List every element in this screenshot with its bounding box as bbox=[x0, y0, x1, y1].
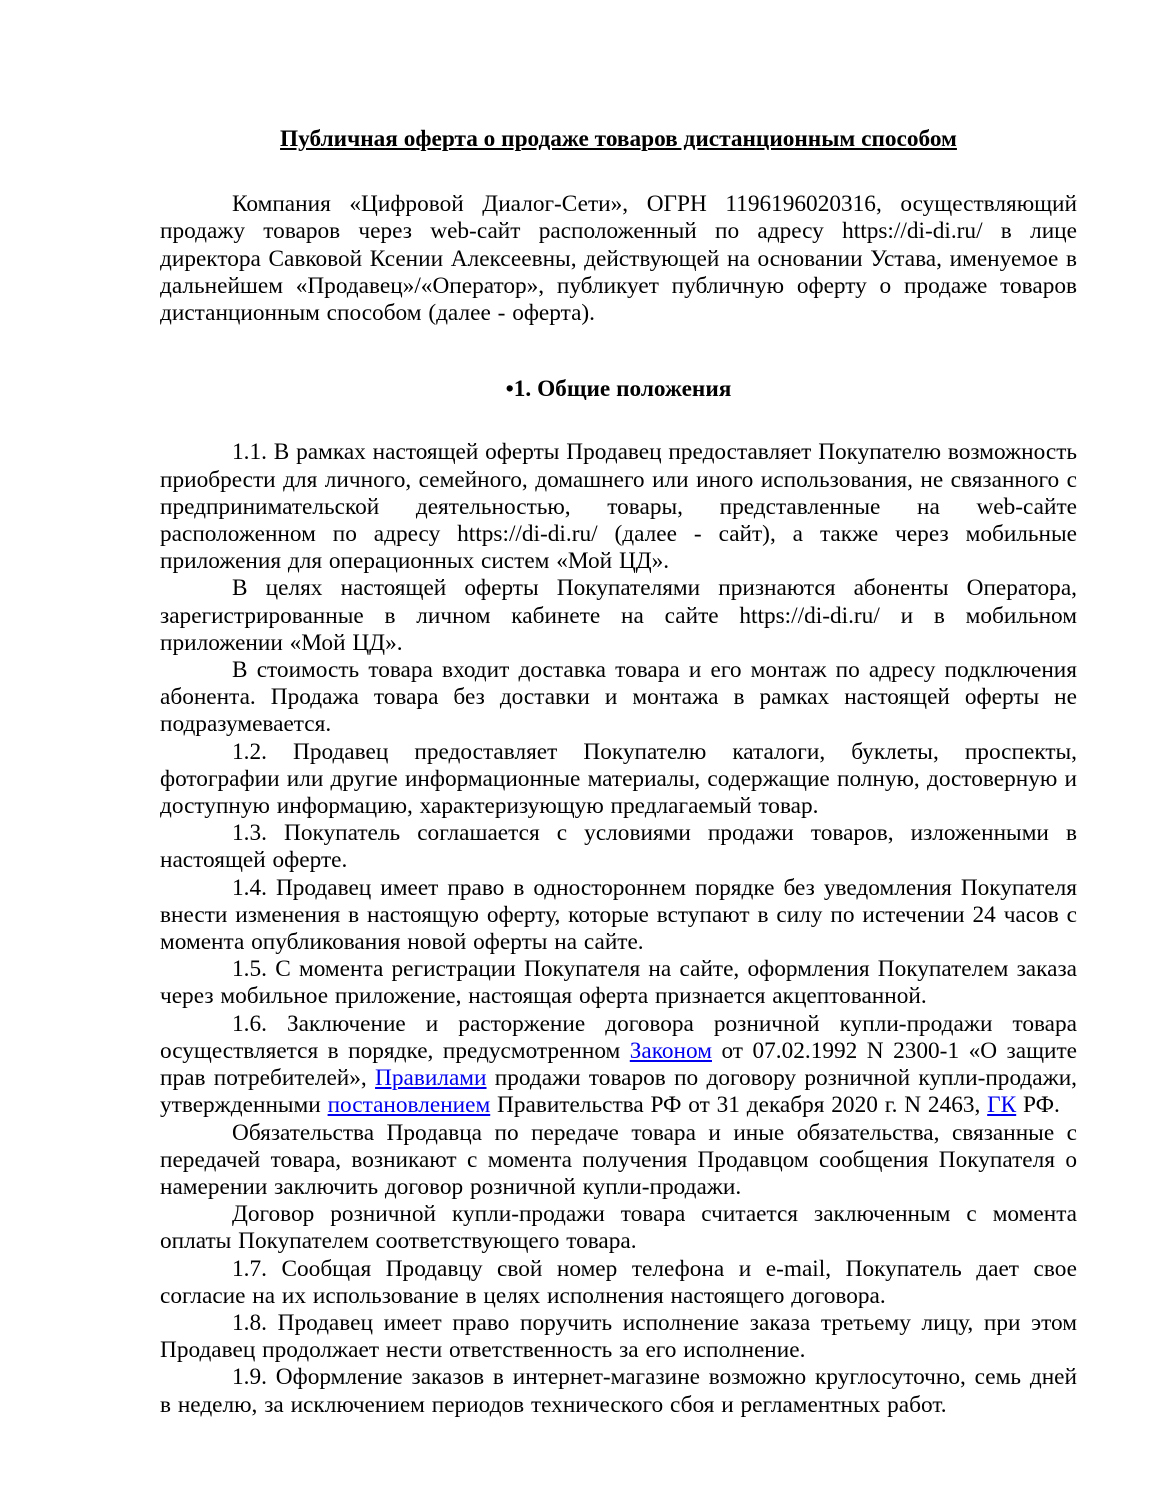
list-bullet-icon: • bbox=[505, 376, 514, 403]
paragraph: В целях настоящей оферты Покупателями признаются абоненты Оператора, зарегистрированные в личном кабинете на сайте https://di-di.ru/ и в мобильном приложении «Мой ЦД». bbox=[160, 575, 1077, 656]
document-intro bbox=[160, 191, 1077, 327]
paragraph: В стоимость товара входит доставка товара и его монтаж по адресу подключения абонента. Продажа товара без доставки и монтажа в рамках настоящей оферты не подразумевается. bbox=[160, 657, 1077, 738]
law-link[interactable]: Законом bbox=[629, 1037, 712, 1064]
paragraph: 1.5. С момента регистрации Покупателя на сайте, оформления Покупателем заказа через мобильное приложение, настоящая оферта признается акцептованной. bbox=[160, 956, 1077, 1010]
paragraph: Компания «Цифровой Диалог-Сети», ОГРН 1196196020316, осуществляющий продажу товаров через web-сайт расположенный по адресу https://di-di.ru/ в лице директора Савковой Ксении Алексеевны, действующей на основании Устава, именуемое в дальнейшем «Продавец»/«Оператор», публикует публичную оферту о продаже товаров дистанционным способом (далее - оферта). bbox=[160, 191, 1077, 327]
document-title: Публичная оферта о продаже товаров дистанционным способом bbox=[280, 126, 957, 152]
civil-code-link[interactable]: ГК bbox=[987, 1092, 1017, 1119]
paragraph: Договор розничной купли-продажи товара считается заключенным с момента оплаты Покупателем соответствующего товара. bbox=[160, 1201, 1077, 1255]
section-heading bbox=[160, 376, 1077, 403]
paragraph: 1.6. Заключение и расторжение договора розничной купли-продажи товара осуществляется в порядке, предусмотренном Законом от 07.02.1992 N 2300-1 «О защите прав потребителей», Правилами продажи товаров по договору розничной купли-продажи, утвержденными постановлением Правительства РФ от 31 декабря 2020 г. N 2463, ГК РФ. bbox=[160, 1010, 1078, 1119]
paragraph: 1.3. Покупатель соглашается с условиями продажи товаров, изложенными в настоящей оферте. bbox=[160, 820, 1077, 874]
paragraph: 1.9. Оформление заказов в интернет-магазине возможно круглосуточно, семь дней в неделю, за исключением периодов технического сбоя и регламентных работ. bbox=[160, 1364, 1077, 1418]
paragraph: 1.8. Продавец имеет право поручить исполнение заказа третьему лицу, при этом Продавец продолжает нести ответственность за его исполнение. bbox=[160, 1309, 1077, 1364]
paragraph: 1.2. Продавец предоставляет Покупателю каталоги, буклеты, проспекты, фотографии или другие информационные материалы, содержащие полную, достоверную и доступную информацию, характеризующую предлагаемый товар. bbox=[160, 738, 1077, 820]
paragraph: 1.1. В рамках настоящей оферты Продавец предоставляет Покупателю возможность приобрести для личного, семейного, домашнего или иного использования, не связанного с предпринимательской деятельностью, товары, представленные на web-сайте расположенном по адресу https://di-di.ru/ (далее - сайт), а также через мобильные приложения для операционных систем «Мой ЦД». bbox=[160, 439, 1077, 575]
paragraph: 1.7. Сообщая Продавцу свой номер телефона и e-mail, Покупатель дает свое согласие на их использование в целях исполнения настоящего договора. bbox=[160, 1255, 1077, 1309]
section-heading-text: 1. Общие положения bbox=[513, 376, 732, 403]
paragraph: Обязательства Продавца по передаче товара и иные обязательства, связанные с передачей товара, возникают с момента получения Продавцом сообщения Покупателя о намерении заключить договор розничной купли-продажи. bbox=[160, 1119, 1077, 1200]
rules-link[interactable]: Правилами bbox=[375, 1065, 487, 1092]
decree-link[interactable]: постановлением bbox=[327, 1092, 491, 1119]
paragraph: 1.4. Продавец имеет право в одностороннем порядке без уведомления Покупателя внести изменения в настоящую оферту, которые вступают в силу по истечении 24 часов с момента опубликования новой оферты на сайте. bbox=[160, 874, 1077, 956]
section-body bbox=[160, 439, 1077, 1418]
